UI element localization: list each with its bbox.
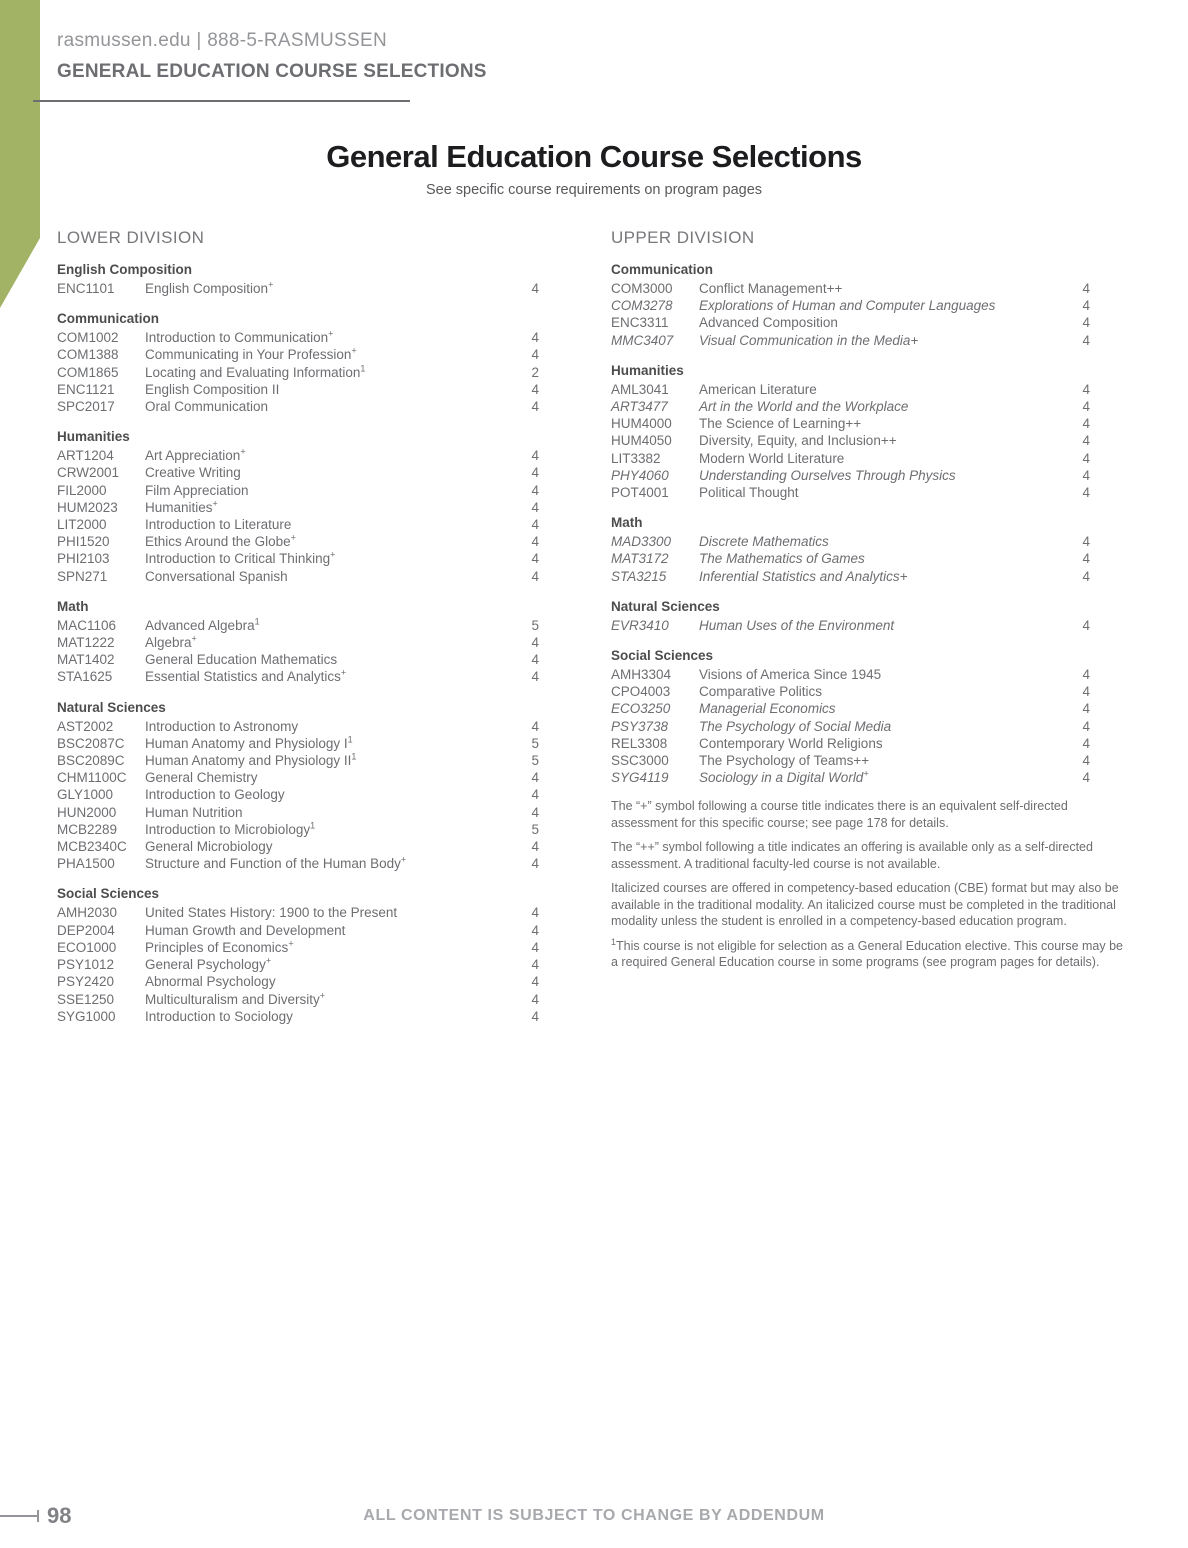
course-title: Contemporary World Religions xyxy=(699,735,883,751)
footnote: The “++” symbol following a title indicates an offering is available only as a self-directed assessment. A traditional faculty-led course is not available. xyxy=(611,840,1093,871)
footnote-marker: + xyxy=(340,667,347,678)
header-section-title: GENERAL EDUCATION COURSE SELECTIONS xyxy=(57,61,487,82)
course-code: COM1002 xyxy=(57,330,119,346)
footnote-marker: + xyxy=(290,532,296,543)
course-credits: 4 xyxy=(531,465,539,481)
footnote-marker: + xyxy=(240,446,246,457)
course-credits: 5 xyxy=(531,735,539,751)
course-row xyxy=(57,904,539,921)
course-row xyxy=(57,804,539,821)
course-title: Introduction to Geology xyxy=(145,787,285,803)
course-row xyxy=(57,838,539,855)
course-credits: 4 xyxy=(531,839,539,855)
course-row xyxy=(57,329,539,346)
course-title: Conversational Spanish xyxy=(145,568,288,584)
section-heading: Humanities xyxy=(611,362,684,378)
course-row xyxy=(611,398,1130,415)
course-code: AMH3304 xyxy=(611,667,672,683)
course-credits: 4 xyxy=(531,551,539,567)
course-code: MAT3172 xyxy=(611,551,669,567)
course-code: BSC2089C xyxy=(57,753,125,769)
course-code: AMH2030 xyxy=(57,905,118,921)
course-title: Conflict Management++ xyxy=(699,281,843,296)
course-credits: 4 xyxy=(1082,718,1090,734)
course-title: Visions of America Since 1945 xyxy=(699,667,882,683)
course-title: Oral Communication xyxy=(145,399,269,415)
course-row xyxy=(57,769,539,786)
course-row xyxy=(611,752,1130,769)
course-code: AML3041 xyxy=(611,381,669,397)
course-row xyxy=(57,499,539,516)
course-code: HUM4000 xyxy=(611,416,672,432)
course-row xyxy=(611,666,1130,683)
course-title: Multiculturalism and Diversity+ xyxy=(145,990,326,1007)
course-credits: 4 xyxy=(531,718,539,734)
course-code: ENC1101 xyxy=(57,281,115,296)
course-row xyxy=(57,956,539,973)
course-code: MCB2340C xyxy=(57,839,127,855)
page-title: General Education Course Selections xyxy=(326,139,862,174)
course-title: Ethics Around the Globe+ xyxy=(145,532,296,550)
course-code: PSY2420 xyxy=(57,974,115,990)
course-code: PSY3738 xyxy=(611,718,669,734)
course-credits: 4 xyxy=(531,905,539,921)
course-credits: 4 xyxy=(531,856,539,872)
course-code: STA3215 xyxy=(611,568,667,584)
page-header xyxy=(57,30,487,83)
course-credits: 4 xyxy=(1082,450,1090,466)
course-title: Communicating in Your Profession+ xyxy=(145,345,357,363)
course-code: ART1204 xyxy=(57,448,114,464)
course-credits: 4 xyxy=(531,281,539,296)
course-credits: 4 xyxy=(531,652,539,668)
course-section xyxy=(57,878,539,1024)
course-row xyxy=(57,718,539,735)
course-credits: 4 xyxy=(1082,315,1090,331)
course-credits: 4 xyxy=(531,635,539,651)
course-row xyxy=(57,550,539,567)
course-row xyxy=(611,484,1130,501)
course-code: COM3000 xyxy=(611,281,673,296)
course-credits: 5 xyxy=(531,821,539,837)
course-section xyxy=(57,303,539,415)
footnote-marker: + xyxy=(400,854,407,865)
course-code: CHM1100C xyxy=(57,770,127,786)
course-code: SYG1000 xyxy=(57,1008,116,1024)
course-title: Sociology in a Digital World+ xyxy=(699,768,869,786)
course-credits: 4 xyxy=(1082,735,1090,751)
course-title: Humanities+ xyxy=(145,498,218,515)
course-row xyxy=(57,1008,539,1025)
course-credits: 4 xyxy=(1082,534,1090,550)
footnote: Italicized courses are offered in competency-based education (CBE) format but may also be available in the traditional modality. An italicized course must be completed in the traditional modality unless the student is enrolled in a competency-based education program. xyxy=(611,881,1119,929)
course-code: SPC2017 xyxy=(57,399,115,415)
course-row xyxy=(611,415,1130,432)
course-title: English Composition+ xyxy=(145,279,274,296)
course-title: Structure and Function of the Human Body+ xyxy=(145,854,407,872)
section-heading: English Composition xyxy=(57,262,192,277)
course-row xyxy=(57,617,539,634)
course-code: SSE1250 xyxy=(57,991,115,1007)
course-title: Understanding Ourselves Through Physics xyxy=(699,467,956,483)
course-code: MAD3300 xyxy=(611,534,672,550)
course-credits: 4 xyxy=(1082,467,1090,483)
course-credits: 4 xyxy=(1082,399,1090,415)
site-contact-line: rasmussen.edu | 888-5-RASMUSSEN xyxy=(57,30,387,51)
section-heading: Social Sciences xyxy=(57,886,160,902)
section-heading: Communication xyxy=(611,262,714,277)
footnote-marker: + xyxy=(212,498,218,509)
course-title: English Composition II xyxy=(145,381,280,397)
course-title: American Literature xyxy=(699,381,817,397)
course-credits: 4 xyxy=(531,974,539,990)
course-row xyxy=(611,683,1130,700)
course-code: PHI1520 xyxy=(57,534,110,550)
course-row xyxy=(57,939,539,956)
footnote-marker: + xyxy=(288,938,294,949)
course-credits: 4 xyxy=(1082,753,1090,769)
course-row xyxy=(611,550,1130,567)
course-title: Introduction to Literature xyxy=(145,517,292,533)
course-code: LIT2000 xyxy=(57,517,107,533)
section-heading: Natural Sciences xyxy=(611,598,720,614)
course-title: Abnormal Psychology xyxy=(145,974,276,990)
course-title: Explorations of Human and Computer Languages xyxy=(699,298,996,314)
course-code: ECO1000 xyxy=(57,939,117,955)
course-credits: 4 xyxy=(531,381,539,397)
course-title: Political Thought xyxy=(699,485,799,501)
course-code: POT4001 xyxy=(611,485,669,501)
course-title: The Psychology of Social Media xyxy=(699,718,892,734)
course-row xyxy=(57,533,539,550)
course-row xyxy=(57,280,539,297)
course-title: Advanced Algebra$^1$ xyxy=(145,616,260,633)
footnote-marker: + xyxy=(863,768,869,779)
title-block xyxy=(0,139,1188,198)
lower-division-column xyxy=(57,228,539,1031)
course-columns xyxy=(57,228,1130,1031)
course-code: MAT1402 xyxy=(57,652,115,668)
course-row xyxy=(57,482,539,499)
course-title: Human Anatomy and Physiology $I^1$ xyxy=(145,734,353,751)
course-credits: 4 xyxy=(1082,381,1090,397)
course-row xyxy=(611,381,1130,398)
footnote-marker: 1 xyxy=(351,751,357,762)
course-credits: 4 xyxy=(531,568,539,584)
course-title: The Science of Learning++ xyxy=(699,416,862,432)
course-title: Introduction to Microbiology$^1$ xyxy=(145,820,316,837)
course-code: FIL2000 xyxy=(57,482,107,498)
section-heading: Math xyxy=(611,515,643,531)
course-code: PHA1500 xyxy=(57,856,115,872)
course-code: SSC3000 xyxy=(611,753,669,769)
course-code: STA1625 xyxy=(57,669,113,685)
course-section xyxy=(57,421,539,585)
course-title: Introduction to Astronomy xyxy=(145,718,299,734)
course-code: DEP2004 xyxy=(57,922,115,938)
footnote: $^1$This course is not eligible for selection as a General Education elective. This course may be a required General Education course in some programs (see program pages for details). xyxy=(611,936,1123,970)
course-code: MCB2289 xyxy=(57,821,118,837)
course-code: SYG4119 xyxy=(611,770,669,786)
course-code: GLY1000 xyxy=(57,787,114,803)
course-code: HUN2000 xyxy=(57,804,117,820)
course-row xyxy=(611,432,1130,449)
course-credits: 4 xyxy=(1082,667,1090,683)
course-credits: 4 xyxy=(1082,332,1090,348)
course-credits: 4 xyxy=(531,517,539,533)
course-row xyxy=(57,752,539,769)
course-credits: 4 xyxy=(1082,551,1090,567)
course-credits: 4 xyxy=(1082,485,1090,501)
section-heading: Humanities xyxy=(57,429,130,445)
course-credits: 4 xyxy=(531,499,539,515)
footnote-marker: + xyxy=(268,279,274,290)
course-code: CRW2001 xyxy=(57,465,120,481)
course-credits: 4 xyxy=(531,347,539,363)
course-credits: 4 xyxy=(531,1008,539,1024)
course-code: PHY4060 xyxy=(611,467,669,483)
course-credits: 4 xyxy=(1082,684,1090,700)
course-credits: 4 xyxy=(531,939,539,955)
course-section xyxy=(57,254,539,297)
course-credits: 4 xyxy=(531,399,539,415)
course-title: Human Anatomy and Physiology $II^1$ xyxy=(145,751,357,769)
course-code: ART3477 xyxy=(611,399,668,415)
course-title: Inferential Statistics and Analytics+ xyxy=(699,568,908,584)
course-title: Essential Statistics and Analytics+ xyxy=(145,667,347,685)
course-title: Advanced Composition xyxy=(699,315,838,331)
course-credits: 4 xyxy=(1082,617,1090,633)
course-row xyxy=(57,398,539,415)
course-title: Principles of Economics+ xyxy=(145,938,294,955)
course-row xyxy=(57,464,539,481)
course-section xyxy=(57,692,539,873)
course-row xyxy=(611,297,1130,314)
course-row xyxy=(57,668,539,685)
course-code: ENC3311 xyxy=(611,315,669,331)
course-row xyxy=(57,991,539,1008)
course-code: COM1388 xyxy=(57,347,119,363)
course-row xyxy=(611,568,1130,585)
course-title: The Mathematics of Games xyxy=(699,551,865,567)
header-rule xyxy=(33,100,410,102)
course-code: MMC3407 xyxy=(611,332,674,348)
footnote: The “+” symbol following a course title indicates there is an equivalent self-directed assessment for this specific course; see page 178 for details. xyxy=(611,799,1068,830)
division-heading: LOWER DIVISION xyxy=(57,228,205,247)
course-title: General Microbiology xyxy=(145,839,273,855)
course-row xyxy=(611,450,1130,467)
course-code: SPN271 xyxy=(57,568,108,584)
course-title: Introduction to Critical Thinking+ xyxy=(145,549,336,567)
page-number: 98 xyxy=(47,1503,72,1528)
footnote-marker: 1 xyxy=(347,734,353,745)
course-code: REL3308 xyxy=(611,735,668,751)
course-row xyxy=(57,973,539,990)
course-credits: 4 xyxy=(531,448,539,464)
footnote-marker: 1 xyxy=(360,363,366,374)
course-section xyxy=(611,640,1130,786)
footnote-marker: 1 xyxy=(310,820,316,831)
section-heading: Math xyxy=(57,598,89,614)
course-code: HUM4050 xyxy=(611,433,672,449)
course-title: Visual Communication in the Media+ xyxy=(699,332,919,348)
division-heading: UPPER DIVISION xyxy=(611,228,755,247)
course-title: Modern World Literature xyxy=(699,450,845,466)
course-section xyxy=(611,254,1130,349)
course-code: PSY1012 xyxy=(57,957,115,973)
course-credits: 4 xyxy=(531,669,539,685)
course-credits: 4 xyxy=(531,991,539,1007)
course-code: LIT3382 xyxy=(611,450,661,466)
course-section xyxy=(611,355,1130,501)
course-credits: 5 xyxy=(531,617,539,633)
course-title: Managerial Economics xyxy=(699,701,836,717)
footnote-marker: + xyxy=(351,345,357,356)
upper-division-column xyxy=(611,228,1130,1031)
course-credits: 4 xyxy=(531,804,539,820)
footnote-marker: + xyxy=(330,549,336,560)
course-title: Diversity, Equity, and Inclusion++ xyxy=(699,433,897,449)
course-title: Locating and Evaluating Information$^1$ xyxy=(145,363,366,380)
course-row xyxy=(57,364,539,381)
course-row xyxy=(611,332,1130,349)
course-credits: 4 xyxy=(1082,433,1090,449)
course-row xyxy=(611,467,1130,484)
course-section xyxy=(611,507,1130,585)
section-heading: Natural Sciences xyxy=(57,699,166,715)
footnote-marker: + xyxy=(191,633,197,644)
footnote-marker: 1 xyxy=(611,936,617,947)
course-row xyxy=(57,634,539,651)
course-row xyxy=(57,346,539,363)
course-row xyxy=(611,314,1130,331)
course-title: Algebra+ xyxy=(145,633,197,651)
course-code: HUM2023 xyxy=(57,499,118,515)
course-title: Film Appreciation xyxy=(145,482,249,498)
course-title: Human Nutrition xyxy=(145,804,243,820)
course-code: PHI2103 xyxy=(57,551,110,567)
course-title: Discrete Mathematics xyxy=(699,534,829,550)
course-row xyxy=(611,769,1130,786)
footer-notice: ALL CONTENT IS SUBJECT TO CHANGE BY ADDENDUM xyxy=(363,1507,825,1524)
course-credits: 4 xyxy=(1082,281,1090,296)
course-row xyxy=(611,533,1130,550)
course-credits: 4 xyxy=(1082,416,1090,432)
course-title: Introduction to Communication+ xyxy=(145,328,334,346)
course-credits: 4 xyxy=(531,534,539,550)
course-row xyxy=(611,617,1130,634)
course-code: COM3278 xyxy=(611,298,673,314)
course-row xyxy=(611,700,1130,717)
course-row xyxy=(57,381,539,398)
course-row xyxy=(611,280,1130,297)
section-heading: Communication xyxy=(57,311,160,327)
course-code: COM1865 xyxy=(57,364,119,380)
page-subtitle: See specific course requirements on program pages xyxy=(425,182,763,198)
course-title: Human Growth and Development xyxy=(145,922,346,938)
course-credits: 4 xyxy=(531,330,539,346)
course-credits: 5 xyxy=(531,753,539,769)
course-row xyxy=(611,718,1130,735)
course-code: AST2002 xyxy=(57,718,114,734)
course-code: ECO3250 xyxy=(611,701,671,717)
course-row xyxy=(57,447,539,464)
footnote-marker: + xyxy=(328,328,334,339)
footnotes xyxy=(611,798,1130,971)
course-title: Introduction to Sociology xyxy=(145,1008,293,1024)
course-code: MAC1106 xyxy=(57,617,117,633)
course-credits: 4 xyxy=(1082,701,1090,717)
course-code: ENC1121 xyxy=(57,381,115,397)
course-credits: 4 xyxy=(531,770,539,786)
course-credits: 4 xyxy=(531,922,539,938)
course-credits: 4 xyxy=(531,482,539,498)
course-title: Comparative Politics xyxy=(699,684,823,700)
course-row xyxy=(611,735,1130,752)
course-section xyxy=(611,591,1130,634)
course-title: United States History: 1900 to the Present xyxy=(145,905,398,921)
course-title: General Psychology+ xyxy=(145,955,272,973)
course-title: General Chemistry xyxy=(145,770,258,786)
footnote-marker: + xyxy=(265,955,272,966)
course-row xyxy=(57,516,539,533)
course-row xyxy=(57,922,539,939)
course-credits: 4 xyxy=(1082,568,1090,584)
course-code: MAT1222 xyxy=(57,635,115,651)
course-title: The Psychology of Teams++ xyxy=(699,753,870,769)
course-credits: 4 xyxy=(1082,770,1090,786)
course-code: EVR3410 xyxy=(611,617,669,633)
course-row xyxy=(57,855,539,872)
course-row xyxy=(57,568,539,585)
course-credits: 2 xyxy=(531,364,539,380)
footnote-marker: + xyxy=(319,990,326,1000)
course-row xyxy=(57,786,539,803)
course-title: Creative Writing xyxy=(145,465,241,481)
course-code: BSC2087C xyxy=(57,735,125,751)
course-credits: 4 xyxy=(531,787,539,803)
course-title: General Education Mathematics xyxy=(145,652,338,668)
course-title: Art Appreciation+ xyxy=(145,446,246,464)
course-row xyxy=(57,821,539,838)
course-section xyxy=(57,591,539,686)
course-row xyxy=(57,651,539,668)
course-title: Art in the World and the Workplace xyxy=(699,399,909,415)
course-title: Human Uses of the Environment xyxy=(699,617,895,633)
course-credits: 4 xyxy=(531,957,539,973)
course-credits: 4 xyxy=(1082,298,1090,314)
course-code: CPO4003 xyxy=(611,684,671,700)
footnote-marker: 1 xyxy=(254,616,260,627)
section-heading: Social Sciences xyxy=(611,648,714,664)
course-row xyxy=(57,735,539,752)
